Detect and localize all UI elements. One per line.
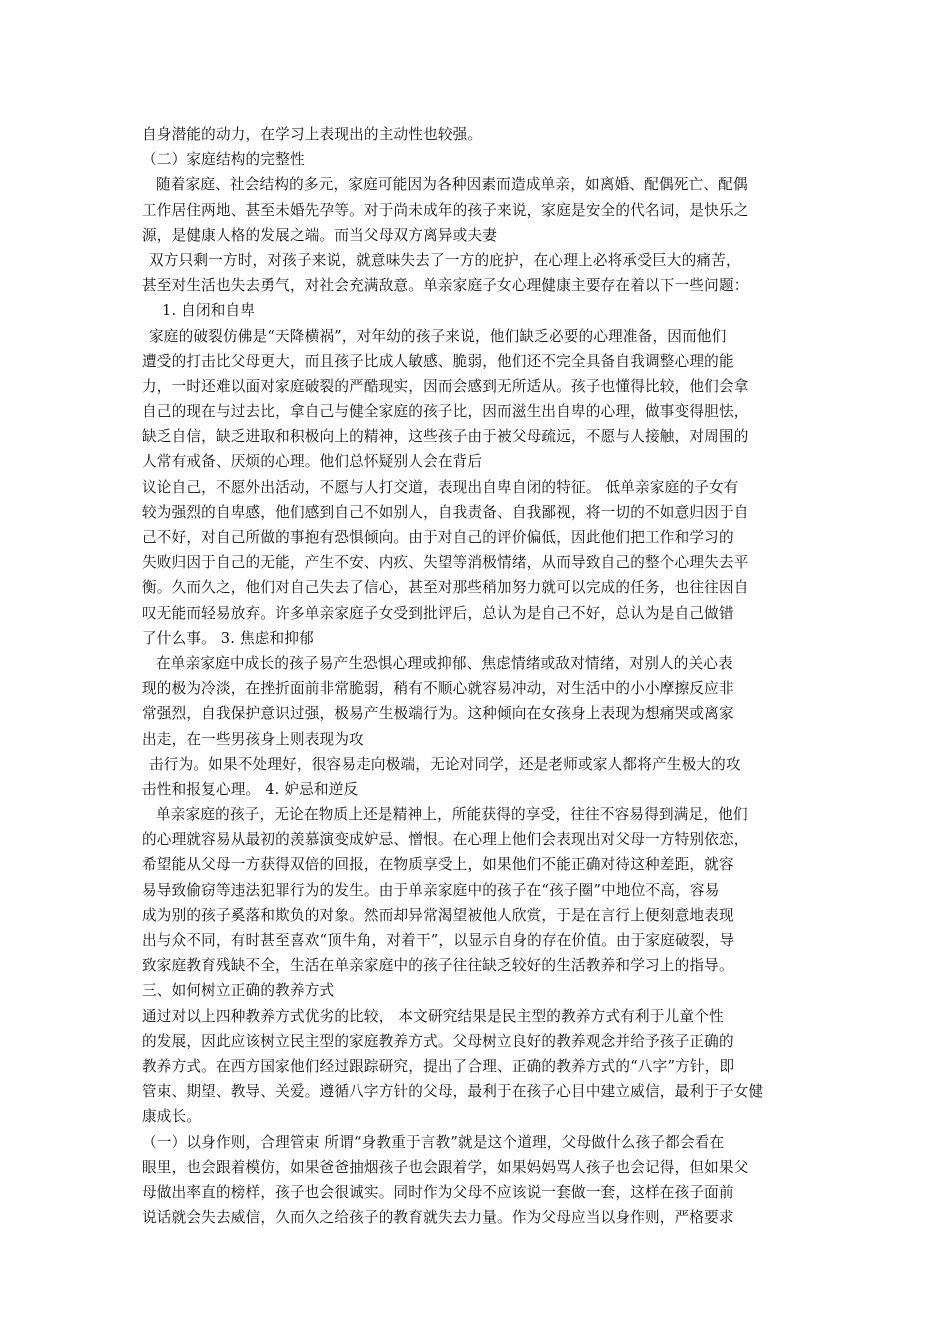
text-line: 出走，在一些男孩身上则表现为攻 [142, 730, 364, 748]
text-line: 了什么事。 3. 焦虑和抑郁 [142, 629, 314, 647]
text-line: 议论自己，不愿外出活动，不愿与人打交道，表现出自卑自闭的特征。 低单亲家庭的子女有 [142, 478, 739, 496]
text-line: 人常有戒备、厌烦的心理。他们总怀疑别人会在背后 [142, 453, 483, 471]
text-line: 现的极为冷淡，在挫折面前非常脆弱，稍有不顺心就容易冲动，对生活中的小小摩擦反应非 [142, 680, 734, 698]
document-body [142, 122, 818, 1230]
text-line: （二）家庭结构的完整性 [142, 151, 305, 169]
text-line: 出与众不同，有时甚至喜欢“顶牛角，对着干”，以显示自身的存在价值。由于家庭破裂，导 [142, 932, 735, 949]
text-line: 力，一时还难以面对家庭破裂的严酷现实，因而会感到无所适从。孩子也懂得比较，他们会拿 [142, 377, 749, 395]
text-line: 源，是健康人格的发展之端。而当父母双方离异或夫妻 [142, 226, 498, 244]
text-line: 自己的现在与过去比，拿自己与健全家庭的孩子比，因而滋生出自卑的心理，做事变得胆怯， [142, 403, 749, 421]
text-line: 失败归因于自己的无能，产生不安、内疚、失望等消极情绪，从而导致自己的整个心理失去平 [142, 554, 749, 572]
text-line: 通过对以上四种教养方式优劣的比较， 本文研究结果是民主型的教养方式有利于儿童个性 [142, 1007, 724, 1025]
text-line: 的心理就容易从最初的羡慕演变成妒忌、憎恨。在心理上他们会表现出对父母一方特别依恋， [142, 831, 749, 849]
text-line: 致家庭教育残缺不全，生活在单亲家庭中的孩子往往缺乏较好的生活教养和学习上的指导。 [142, 957, 734, 975]
text-line: 母做出率直的榜样，孩子也会很诚实。同时作为父母不应该说一套做一套，这样在孩子面前 [142, 1183, 734, 1201]
text-line: 击性和报复心理。 4. 妒忌和逆反 [142, 780, 359, 798]
text-line: 衡。久而久之，他们对自己失去了信心，甚至对那些稍加努力就可以完成的任务，也往往因自 [142, 579, 749, 597]
text-line: 较为强烈的自卑感，他们感到自己不如别人，自我责备、自我鄙视，将一切的不如意归因于自 [142, 503, 749, 521]
text-line: 教养方式。在西方国家他们经过跟踪研究，提出了合理、正确的教养方式的“八字”方针，即 [142, 1057, 735, 1075]
text-line: 在单亲家庭中成长的孩子易产生恐惧心理或抑郁、焦虑情绪或敌对情绪，对别人的关心表 [156, 654, 733, 672]
text-line: （一）以身作则，合理管束 所谓“身教重于言教”就是这个道理，父母做什么孩子都会看在 [142, 1133, 725, 1151]
text-line: 1. 自闭和自卑 [162, 302, 256, 320]
text-line: 自身潜能的动力，在学习上表现出的主动性也较强。 [142, 126, 483, 143]
text-line: 击行为。如果不处理好，很容易走向极端，无论对同学，还是老师或家人都将产生极大的攻 [149, 755, 741, 773]
text-line: 随着家庭、社会结构的多元，家庭可能因为各种因素而造成单亲，如离婚、配偶死亡、配偶 [156, 176, 748, 194]
text-line: 甚至对生活也失去勇气，对社会充满敌意。单亲家庭子女心理健康主要存在着以下一些问题： [142, 277, 749, 295]
text-line: 成为别的孩子奚落和欺负的对象。然而却异常渴望被他人欣赏，于是在言行上便刻意地表现 [142, 906, 734, 924]
text-line: 双方只剩一方时，对孩子来说，就意味失去了一方的庇护，在心理上必将承受巨大的痛苦， [149, 251, 741, 269]
text-line: 的发展，因此应该树立民主型的家庭教养方式。父母树立良好的教养观念并给予孩子正确的 [142, 1032, 734, 1050]
text-line: 三、如何树立正确的教养方式 [142, 982, 335, 1000]
text-line: 遭受的打击比父母更大，而且孩子比成人敏感、脆弱，他们还不完全具备自我调整心理的能 [142, 352, 734, 370]
text-line: 家庭的破裂仿佛是“天降横祸”，对年幼的孩子来说，他们缺乏必要的心理准备，因而他们 [149, 327, 727, 345]
text-line: 己不好，对自己所做的事抱有恐惧倾向。由于对自己的评价偏低，因此他们把工作和学习的 [142, 529, 734, 546]
text-line: 眼里，也会跟着模仿，如果爸爸抽烟孩子也会跟着学，如果妈妈骂人孩子也会记得，但如果父 [142, 1158, 749, 1176]
text-line: 叹无能而轻易放弃。许多单亲家庭子女受到批评后，总认为是自己不好，总认为是自己做错 [142, 604, 734, 622]
text-line: 常强烈，自我保护意识过强，极易产生极端行为。这种倾向在女孩身上表现为想痛哭或离家 [142, 705, 734, 723]
text-line: 缺乏自信，缺乏进取和积极向上的精神，这些孩子由于被父母疏远，不愿与人接触，对周围的 [142, 428, 749, 446]
text-line: 康成长。 [142, 1108, 202, 1126]
text-line: 管束、期望、教导、关爱。遵循八字方针的父母，最利于在孩子心目中建立威信，最利于子女健 [142, 1083, 764, 1101]
text-line: 说话就会失去威信，久而久之给孩子的教育就失去力量。作为父母应当以身作则，严格要求 [142, 1209, 734, 1227]
text-line: 单亲家庭的孩子，无论在物质上还是精神上，所能获得的享受，往往不容易得到满足，他们 [156, 806, 748, 824]
text-line: 工作居住两地、甚至未婚先孕等。对于尚未成年的孩子来说，家庭是安全的代名词，是快乐之 [142, 201, 749, 219]
text-line: 希望能从父母一方获得双倍的回报，在物质享受上，如果他们不能正确对待这种差距，就容 [142, 856, 734, 874]
text-line: 易导致偷窃等违法犯罪行为的发生。由于单亲家庭中的孩子在“孩子圈”中地位不高，容易 [142, 881, 720, 899]
